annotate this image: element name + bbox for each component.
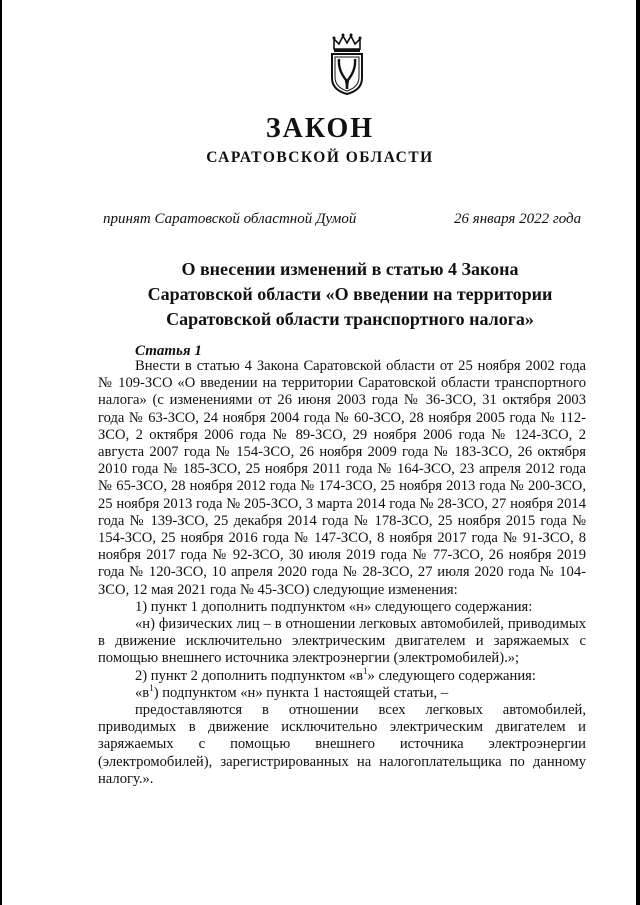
document-subtitle: САРАТОВСКОЙ ОБЛАСТИ: [206, 149, 434, 166]
article-intro-paragraph: Внести в статью 4 Закона Саратовской области от 25 ноября 2002 года № 109-ЗСО «О введении на территории Саратовской области транспортного налога» (с изменениями от 26 июня 2003 года № 36-ЗСО, 31 октября 2003 года № 63-ЗСО, 24 ноября 2004 года № 60-ЗСО, 28 ноября 2005 года № 112-ЗСО, 2 октября 2006 года № 89-ЗСО, 29 ноября 2006 года № 124-ЗСО, 2 августа 2007 года № 154-ЗСО, 26 ноября 2009 года № 183-ЗСО, 26 октября 2010 года № 185-ЗСО, 25 ноября 2011 года № 164-ЗСО, 23 апреля 2012 года № 65-ЗСО, 28 ноября 2012 года № 174-ЗСО, 25 ноября 2013 года № 200-ЗСО, 25 ноября 2013 года № 205-ЗСО, 3 марта 2014 года № 28-ЗСО, 27 ноября 2014 года № 139-ЗСО, 25 декабря 2014 года № 178-ЗСО, 25 ноября 2015 года № 154-ЗСО, 25 ноября 2016 года № 147-ЗСО, 8 ноября 2017 года № 91-ЗСО, 8 ноября 2017 года № 92-ЗСО, 30 июля 2019 года № 77-ЗСО, 26 ноября 2019 года № 120-ЗСО, 10 апреля 2020 года № 28-ЗСО, 27 июля 2020 года № 104-ЗСО, 12 мая 2021 года № 45-ЗСО) следующие изменения:: [98, 358, 586, 598]
law-heading-line: Саратовской области транспортного налога»: [166, 309, 534, 329]
amendment-item-2-quote-text: «в: [135, 684, 150, 701]
amendment-item-2-quote-text: ) подпунктом «н» пункта 1 настоящей статьи, –: [153, 684, 449, 701]
adoption-date: 26 января 2022 года: [454, 211, 582, 227]
superscript: 1: [149, 683, 154, 693]
amendment-item-2-text: предоставляются в отношении всех легковых автомобилей, приводимых в движение исключительно электрическим двигателем и заряжаемых с помощью внешнего источника электроэнергии (электромобилей), зарегистрированных на налогоплательщика по данному налогу.».: [98, 702, 586, 787]
amendment-item-2-text: » следующего содержания:: [367, 667, 536, 684]
saratov-coat-of-arms-icon: [326, 32, 368, 96]
law-heading-line: Саратовской области «О введении на территории: [147, 284, 553, 304]
amendment-item-2: [98, 665, 586, 685]
article-title: Статья 1: [135, 343, 202, 359]
amendment-item-1-text: «н) физических лиц – в отношении легковых автомобилей, приводимых в движение исключительно электрическим двигателем и заряжаемых с помощью внешнего источника электроэнергии (электромобилей).»;: [98, 616, 586, 667]
superscript: 1: [363, 665, 368, 676]
amendment-item-2-quote: [98, 685, 586, 702]
document-title: ЗАКОН: [265, 113, 375, 144]
law-heading: [100, 257, 600, 332]
amendment-item-1: 1) пункт 1 дополнить подпунктом «н» следующего содержания:: [135, 598, 533, 615]
amendment-item-2-text: 2) пункт 2 дополнить подпунктом «в: [135, 667, 364, 684]
law-heading-line: О внесении изменений в статью 4 Закона: [181, 259, 519, 279]
adoption-body: принят Саратовской областной Думой: [103, 211, 357, 227]
article-body: [98, 358, 586, 788]
